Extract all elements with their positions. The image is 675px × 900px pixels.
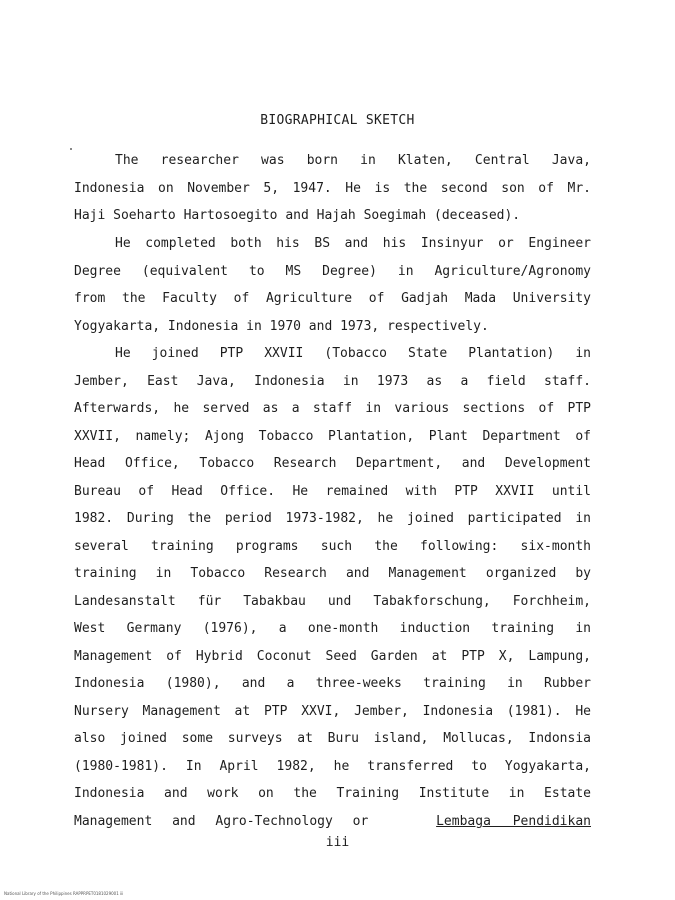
text-line: West Germany (1976), a one-month induction training in (74, 621, 591, 636)
text-line: Indonesia (1980), and a three-weeks training in Rubber (74, 676, 591, 691)
text-line: Afterwards, he served as a staff in various sections of PTP (74, 401, 591, 416)
text-line: Nursery Management at PTP XXVI, Jember, Indonesia (1981). He (74, 704, 591, 719)
text-line: Landesanstalt für Tabakbau und Tabakforschung, Forchheim, (74, 594, 591, 609)
text-line: Haji Soeharto Hartosoegito and Hajah Soegimah (deceased). (74, 208, 521, 223)
text-line: He completed both his BS and his Insinyur or Engineer (115, 236, 591, 251)
text-line: Indonesia on November 5, 1947. He is the second son of Mr. (74, 181, 591, 196)
underlined-term: Lembaga Pendidikan (436, 814, 591, 829)
text-line: Head Office, Tobacco Research Department, and Development (74, 456, 591, 471)
text-line-last (74, 814, 591, 830)
text-line: training in Tobacco Research and Management organized by (74, 566, 591, 581)
text-line: XXVII, namely; Ajong Tobacco Plantation, Plant Department of (74, 429, 591, 444)
text-line-start: Management and Agro-Technology or (74, 814, 389, 829)
text-line: (1980-1981). In April 1982, he transferred to Yogyakarta, (74, 759, 591, 774)
page-number: iii (325, 835, 350, 850)
text-line: Yogyakarta, Indonesia in 1970 and 1973, respectively. (74, 319, 489, 334)
text-line: also joined some surveys at Buru island, Mollucas, Indonsia (74, 731, 591, 746)
text-line: Management of Hybrid Coconut Seed Garden at PTP X, Lampung, (74, 649, 591, 664)
page-title: BIOGRAPHICAL SKETCH (260, 113, 415, 128)
text-line: Indonesia and work on the Training Institute in Estate (74, 786, 591, 801)
scan-footer: National Library of the Philippines RAPPRPET0181029001 iii (4, 891, 124, 896)
text-line: 1982. During the period 1973-1982, he joined participated in (74, 511, 591, 526)
scan-speck (70, 148, 72, 150)
text-line: from the Faculty of Agriculture of Gadjah Mada University (74, 291, 591, 306)
text-line: Degree (equivalent to MS Degree) in Agriculture/Agronomy (74, 264, 591, 279)
text-line: Bureau of Head Office. He remained with PTP XXVII until (74, 484, 591, 499)
text-line: Jember, East Java, Indonesia in 1973 as a field staff. (74, 374, 591, 389)
text-line: He joined PTP XXVII (Tobacco State Plantation) in (115, 346, 591, 361)
text-line: several training programs such the following: six-month (74, 539, 591, 554)
text-line: The researcher was born in Klaten, Central Java, (115, 153, 591, 168)
